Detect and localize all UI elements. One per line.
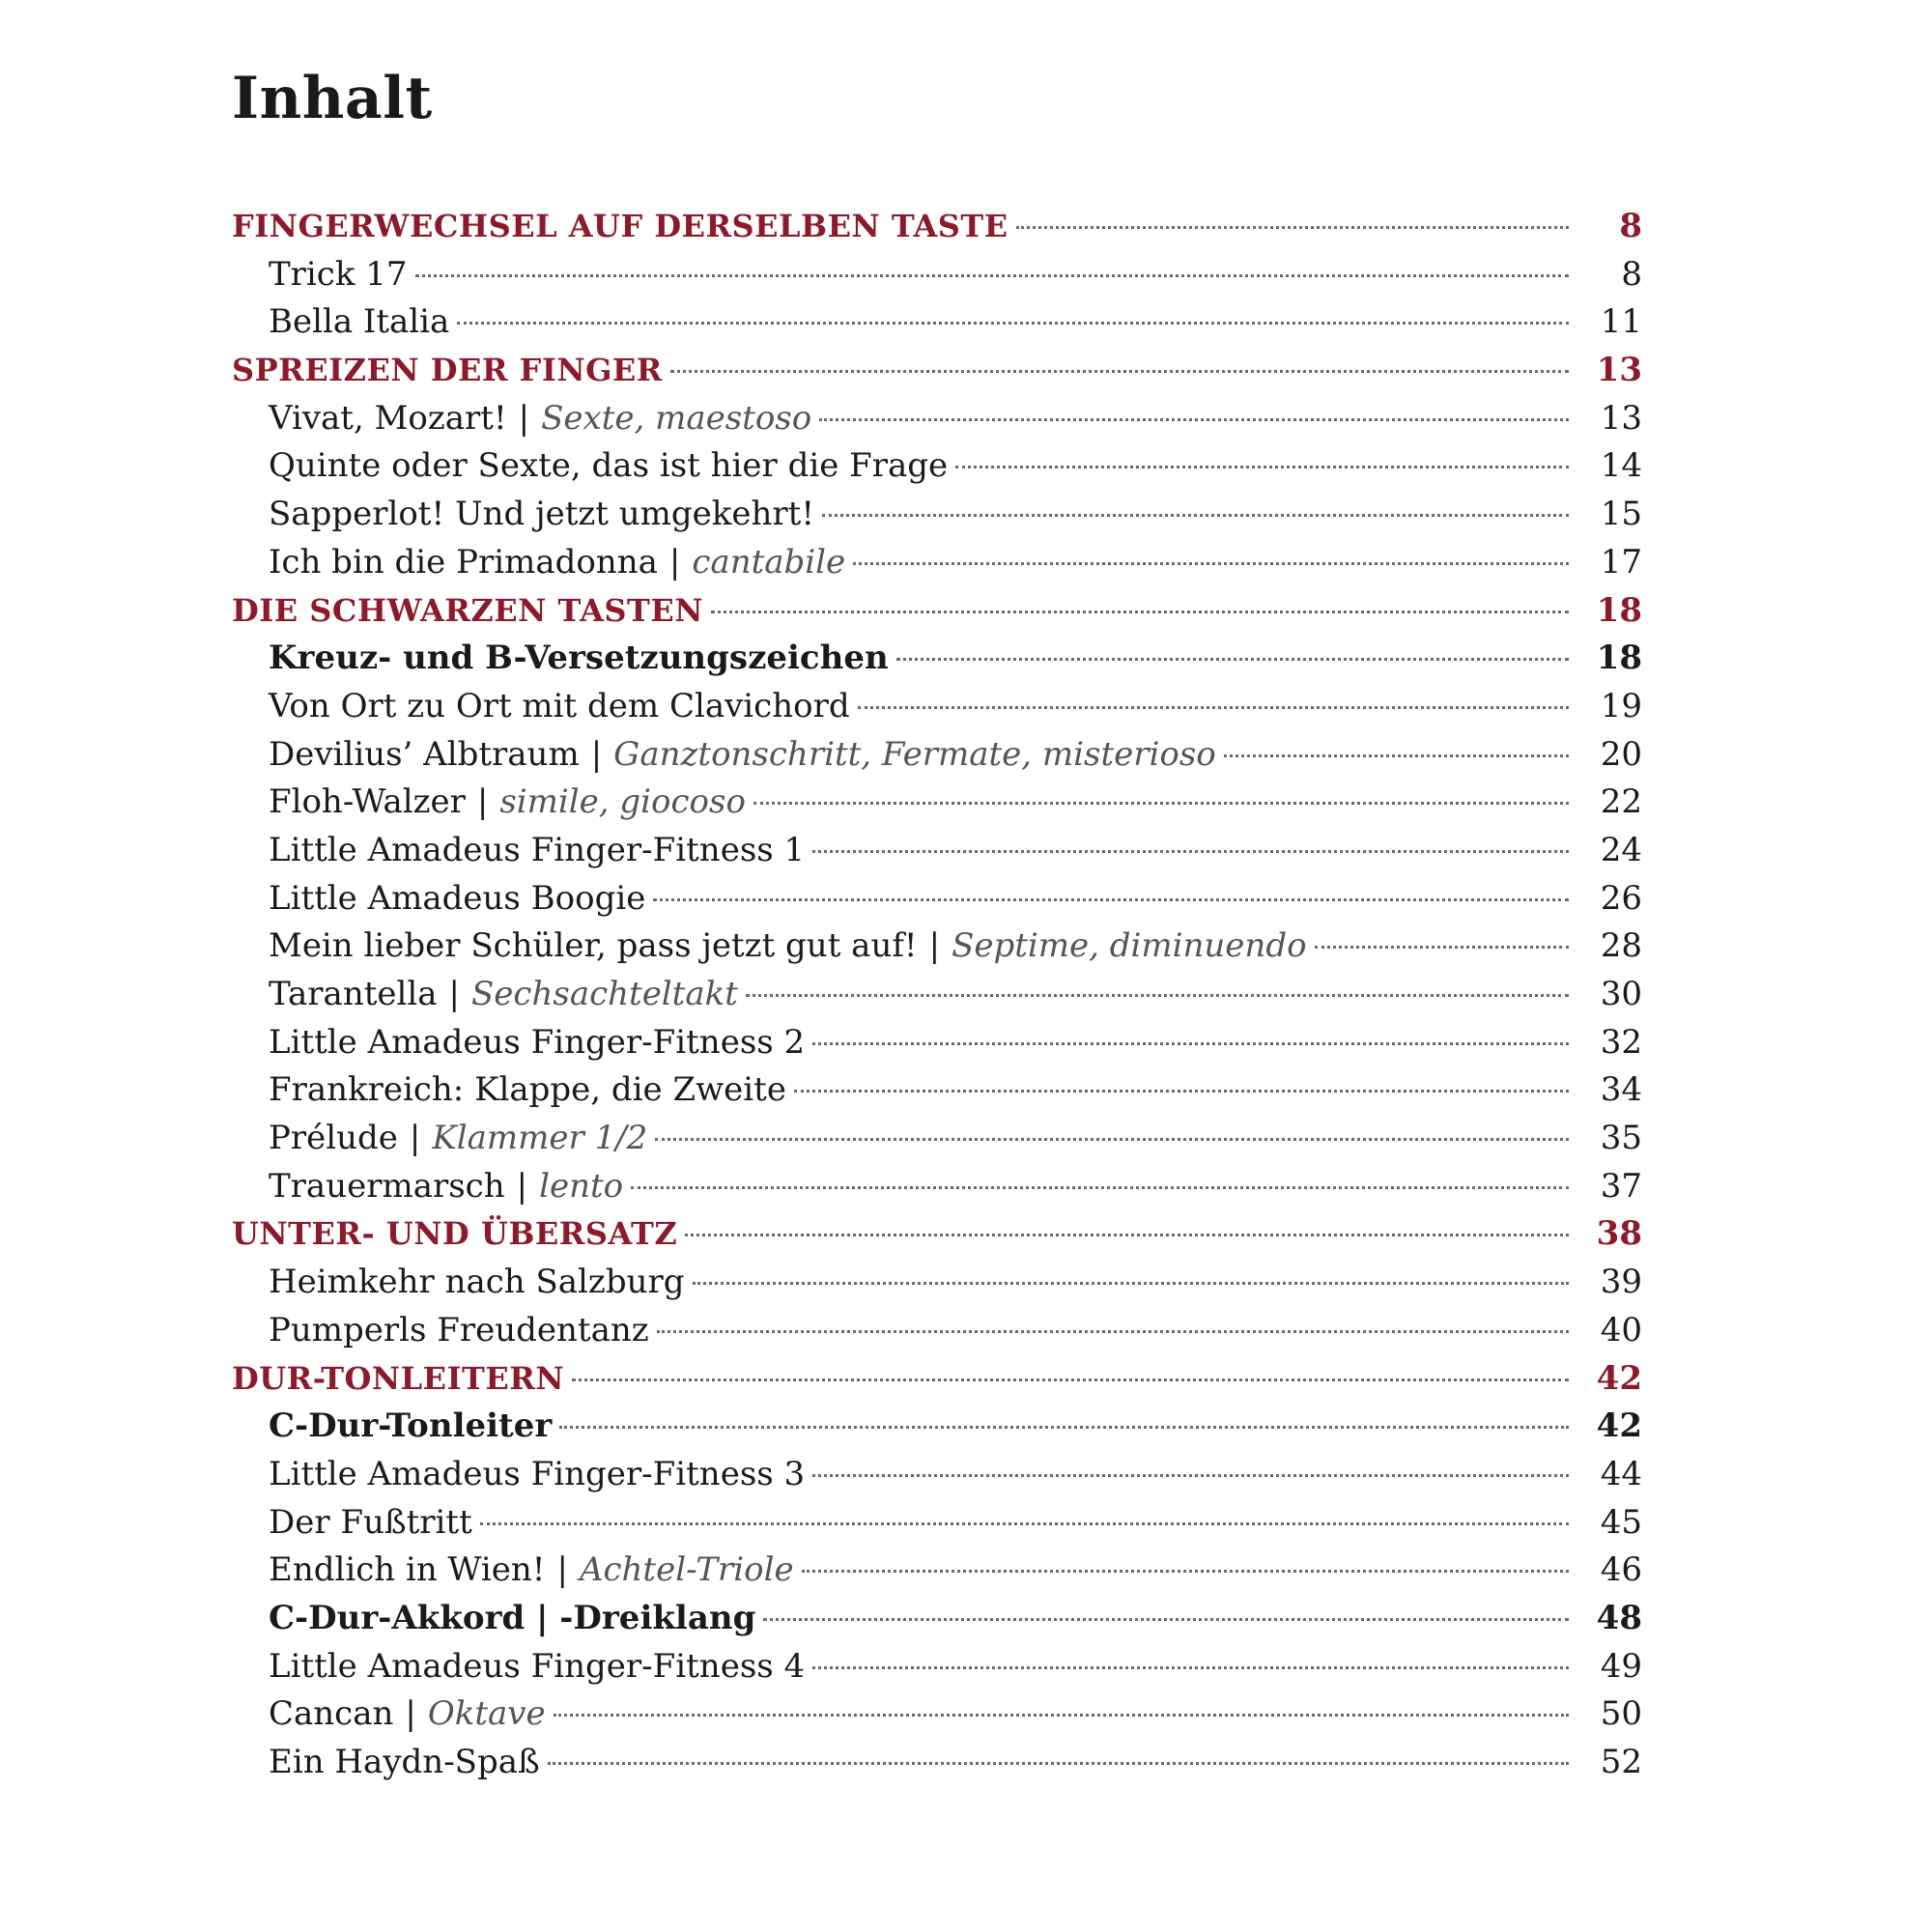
- dot-leader: [653, 898, 1569, 901]
- section-title: [232, 1355, 564, 1404]
- entry-title-text: Little Amadeus Finger-Fitness 1: [269, 830, 806, 869]
- page-number: 17: [1600, 542, 1642, 582]
- entry-title: [269, 1019, 805, 1067]
- entry-title: [269, 683, 850, 731]
- dot-leader: [896, 658, 1569, 661]
- separator-bar: |: [448, 975, 461, 1013]
- entry-title-text: Bella Italia: [269, 302, 450, 342]
- dot-leader: [559, 1426, 1569, 1429]
- toc-entry[interactable]: [232, 1690, 1642, 1739]
- entry-title-text: DUR-TONLEITERN: [232, 1359, 565, 1397]
- entry-title: [269, 1403, 552, 1451]
- toc-entry[interactable]: [232, 779, 1642, 827]
- page-number: 24: [1600, 830, 1642, 869]
- entry-title-text: Prélude: [269, 1119, 398, 1158]
- entry-title: [269, 491, 814, 539]
- table-of-contents: [232, 203, 1642, 1787]
- entry-title: [269, 731, 1216, 780]
- entry-note: Sexte, maestoso: [541, 398, 812, 438]
- toc-section-heading[interactable]: [232, 1210, 1642, 1259]
- toc-entry[interactable]: [232, 1451, 1642, 1499]
- toc-entry[interactable]: [232, 1643, 1642, 1691]
- entry-title: [269, 923, 1307, 971]
- entry-title: [269, 1163, 623, 1211]
- entry-title-text: SPREIZEN DER FINGER: [232, 352, 663, 389]
- dot-leader: [1224, 754, 1569, 757]
- section-title: [232, 1210, 677, 1259]
- page-number: 18: [1596, 590, 1642, 630]
- toc-entry[interactable]: [232, 827, 1642, 875]
- separator-bar: |: [590, 734, 603, 774]
- page-number: 26: [1600, 878, 1642, 918]
- entry-note: cantabile: [692, 542, 846, 582]
- toc-entry[interactable]: [232, 1259, 1642, 1307]
- dot-leader: [794, 1090, 1569, 1093]
- entry-title: [269, 635, 889, 683]
- entry-note: lento: [539, 1166, 624, 1206]
- entry-title-text: Trauermarsch: [269, 1166, 505, 1206]
- entry-title-text: Ich bin die Primadonna: [269, 542, 658, 582]
- dot-leader: [812, 850, 1569, 853]
- toc-entry[interactable]: [232, 635, 1642, 683]
- toc-entry[interactable]: [232, 1115, 1642, 1163]
- page-number: 15: [1600, 495, 1642, 534]
- dot-leader: [685, 1234, 1569, 1236]
- dot-leader: [548, 1762, 1569, 1765]
- entry-title: [269, 251, 408, 299]
- page-number: 13: [1596, 351, 1642, 390]
- entry-title: [269, 1595, 755, 1643]
- toc-entry[interactable]: [232, 923, 1642, 971]
- page-number: 46: [1600, 1550, 1642, 1590]
- page-number: 13: [1600, 398, 1642, 438]
- page-number: 8: [1621, 254, 1642, 294]
- toc-entry[interactable]: [232, 971, 1642, 1019]
- entry-title: [269, 1307, 649, 1355]
- entry-title-text: Ein Haydn-Spaß: [269, 1743, 540, 1781]
- entry-note: simile, giocoso: [499, 782, 746, 822]
- toc-entry[interactable]: [232, 395, 1642, 443]
- separator-bar: |: [476, 782, 489, 822]
- entry-title: [269, 1115, 647, 1163]
- toc-entry[interactable]: [232, 491, 1642, 539]
- dot-leader: [655, 1138, 1569, 1141]
- page-number: 20: [1600, 734, 1642, 774]
- separator-bar: |: [518, 398, 530, 438]
- entry-title-text: Trick 17: [269, 254, 408, 294]
- entry-title: [269, 1547, 794, 1595]
- dot-leader: [763, 1618, 1569, 1621]
- dot-leader: [693, 1282, 1569, 1285]
- toc-entry[interactable]: [232, 1163, 1642, 1211]
- entry-title-text: Frankreich: Klappe, die Zweite: [269, 1070, 786, 1110]
- toc-entry[interactable]: [232, 1307, 1642, 1355]
- dot-leader: [819, 418, 1569, 421]
- dot-leader: [746, 994, 1569, 997]
- toc-entry[interactable]: [232, 1499, 1642, 1548]
- dot-leader: [670, 370, 1569, 373]
- section-title: [232, 587, 703, 636]
- dot-leader: [753, 802, 1569, 805]
- page-number: 18: [1596, 639, 1642, 678]
- page-title: Inhalt: [232, 65, 433, 132]
- page-number: 42: [1596, 1406, 1642, 1446]
- separator-bar: |: [928, 926, 941, 966]
- separator-bar: |: [668, 542, 681, 582]
- dot-leader: [457, 322, 1569, 325]
- dot-leader: [853, 562, 1569, 565]
- page-number: 50: [1600, 1694, 1642, 1734]
- toc-entry[interactable]: [232, 1403, 1642, 1451]
- page-number: 37: [1600, 1166, 1642, 1206]
- toc-section-heading[interactable]: [232, 587, 1642, 636]
- entry-title: [269, 1739, 540, 1787]
- page-number: 49: [1600, 1646, 1642, 1686]
- page-number: 44: [1600, 1454, 1642, 1493]
- toc-entry[interactable]: [232, 731, 1642, 780]
- entry-title-text: Pumperls Freudentanz: [269, 1310, 649, 1350]
- entry-title: [269, 827, 805, 875]
- page-number: 35: [1600, 1119, 1642, 1158]
- page-number: 28: [1600, 926, 1642, 966]
- entry-title-text: Floh-Walzer: [269, 782, 466, 822]
- dot-leader: [572, 1378, 1569, 1381]
- entry-title: [269, 1643, 805, 1691]
- entry-title: [269, 442, 948, 491]
- entry-title-text: Devilius’ Albtraum: [269, 734, 580, 774]
- separator-bar: |: [516, 1166, 528, 1206]
- entry-title: [269, 1690, 546, 1739]
- entry-title: [269, 779, 746, 827]
- toc-entry[interactable]: [232, 683, 1642, 731]
- page-number: 38: [1596, 1214, 1642, 1254]
- entry-note: Ganztonschritt, Fermate, misterioso: [613, 734, 1216, 774]
- entry-title: [269, 875, 645, 923]
- toc-entry[interactable]: [232, 442, 1642, 491]
- dot-leader: [955, 466, 1569, 469]
- entry-title-text: Quinte oder Sexte, das ist hier die Frage: [269, 446, 949, 486]
- entry-title-text: Von Ort zu Ort mit dem Clavichord: [269, 686, 850, 725]
- toc-section-heading[interactable]: [232, 347, 1642, 395]
- entry-title-text: FINGERWECHSEL AUF DERSELBEN TASTE: [232, 208, 1009, 244]
- toc-entry[interactable]: [232, 1595, 1642, 1643]
- section-title: [232, 347, 663, 395]
- page-number: 11: [1600, 302, 1642, 342]
- entry-title-text: Little Amadeus Finger-Fitness 4: [269, 1646, 806, 1686]
- entry-title-text: Little Amadeus Finger-Fitness 3: [269, 1454, 806, 1493]
- entry-title-text: Der Fußtritt: [269, 1502, 472, 1542]
- dot-leader: [802, 1570, 1569, 1573]
- entry-title: [269, 395, 811, 443]
- page-number: 22: [1600, 782, 1642, 822]
- dot-leader: [812, 1666, 1569, 1669]
- dot-leader: [480, 1522, 1569, 1525]
- entry-title: [269, 971, 738, 1019]
- entry-title-text: C-Dur-Tonleiter: [269, 1406, 553, 1446]
- page-number: 52: [1600, 1743, 1642, 1781]
- toc-entry[interactable]: [232, 1066, 1642, 1115]
- toc-entry[interactable]: [232, 1547, 1642, 1595]
- separator-bar: |: [409, 1119, 421, 1158]
- entry-title: [269, 539, 845, 587]
- toc-entry[interactable]: [232, 1739, 1642, 1787]
- entry-title-text: Little Amadeus Boogie: [269, 878, 646, 918]
- toc-entry[interactable]: [232, 875, 1642, 923]
- entry-note: Septime, diminuendo: [952, 926, 1307, 966]
- entry-title-text: Mein lieber Schüler, pass jetzt gut auf!: [269, 926, 918, 966]
- toc-entry[interactable]: [232, 298, 1642, 347]
- entry-title: [269, 1499, 472, 1548]
- entry-title-text: Tarantella: [269, 975, 438, 1013]
- entry-note: Oktave: [427, 1694, 546, 1734]
- dot-leader: [812, 1042, 1569, 1045]
- toc-entry[interactable]: [232, 1019, 1642, 1067]
- toc-entry[interactable]: [232, 251, 1642, 299]
- entry-title-text: Heimkehr nach Salzburg: [269, 1263, 685, 1302]
- page-number: 45: [1600, 1502, 1642, 1542]
- page-number: 39: [1600, 1263, 1642, 1302]
- dot-leader: [812, 1474, 1569, 1477]
- dot-leader: [657, 1330, 1569, 1333]
- entry-title-text: Cancan: [269, 1694, 394, 1734]
- page-number: 19: [1600, 686, 1642, 725]
- toc-section-heading[interactable]: [232, 1355, 1642, 1404]
- toc-entry[interactable]: [232, 539, 1642, 587]
- entry-title-text: Little Amadeus Finger-Fitness 2: [269, 1022, 806, 1062]
- dot-leader: [858, 706, 1569, 709]
- entry-title-text: Kreuz- und B-Versetzungszeichen: [269, 639, 889, 678]
- entry-title: [269, 1259, 685, 1307]
- entry-title-text: Endlich in Wien!: [269, 1550, 546, 1590]
- dot-leader: [554, 1714, 1569, 1717]
- dot-leader: [822, 514, 1569, 517]
- separator-bar: |: [405, 1694, 416, 1734]
- page-number: 32: [1600, 1022, 1642, 1062]
- dot-leader: [1315, 946, 1569, 949]
- section-title: [232, 203, 1009, 251]
- entry-title-text: Sapperlot! Und jetzt umgekehrt!: [269, 495, 815, 534]
- page-number: 14: [1600, 446, 1642, 486]
- entry-note: Achtel-Triole: [579, 1550, 794, 1590]
- entry-note: Klammer 1/2: [432, 1119, 648, 1158]
- entry-title: [269, 298, 449, 347]
- dot-leader: [711, 611, 1569, 613]
- entry-note: Sechsachteltakt: [471, 975, 738, 1013]
- entry-title: [269, 1066, 786, 1115]
- page-number: 34: [1600, 1070, 1642, 1110]
- dot-leader: [1016, 226, 1569, 229]
- entry-title-text: DIE SCHWARZEN TASTEN: [232, 591, 703, 629]
- page-number: 40: [1600, 1310, 1642, 1350]
- entry-title-text: C-Dur-Akkord | -Dreiklang: [269, 1598, 756, 1637]
- page-number: 8: [1619, 207, 1642, 245]
- dot-leader: [631, 1186, 1569, 1189]
- page-number: 48: [1596, 1598, 1642, 1637]
- toc-section-heading[interactable]: [232, 203, 1642, 251]
- dot-leader: [415, 274, 1569, 277]
- separator-bar: |: [556, 1550, 568, 1590]
- page-number: 42: [1596, 1358, 1642, 1398]
- page-number: 30: [1600, 975, 1642, 1013]
- entry-title: [269, 1451, 805, 1499]
- entry-title-text: UNTER- UND ÜBERSATZ: [232, 1215, 678, 1253]
- entry-title-text: Vivat, Mozart!: [269, 398, 507, 438]
